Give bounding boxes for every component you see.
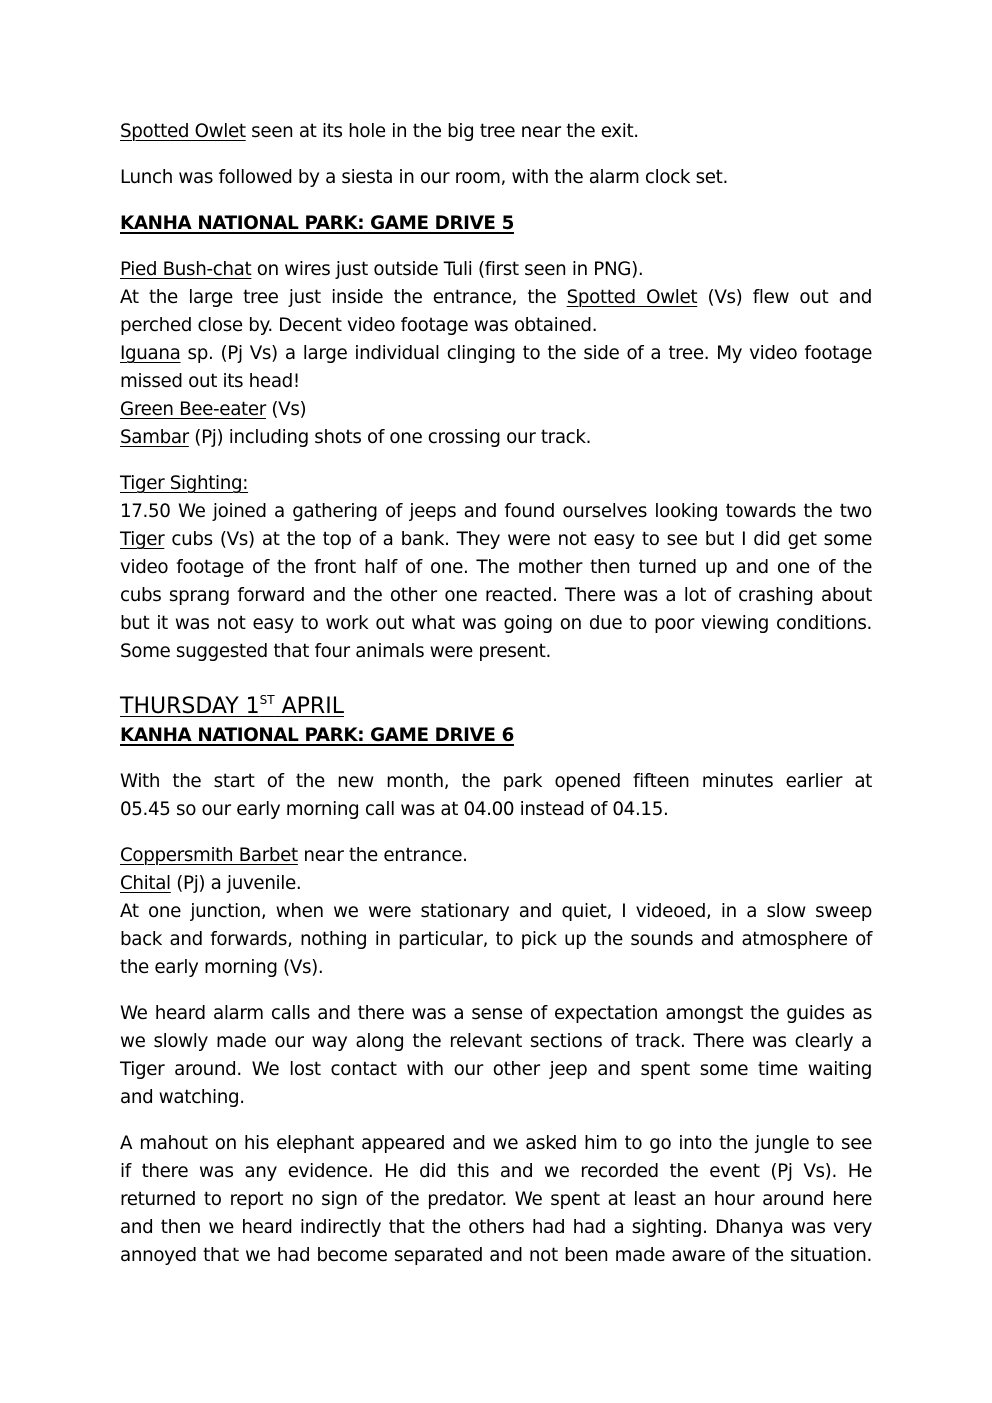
text-line [120,284,872,312]
tiger-sighting-paragraph [120,470,872,666]
text-run: sp. (Pj Vs) a large individual clinging to the side of a tree. My video footage [180,343,872,364]
text-line [120,340,872,368]
text-line: Tiger around. We lost contact with our other jeep and spent some time waiting [120,1059,872,1080]
text-line [120,870,872,898]
text-line: annoyed that we had become separated and not been made aware of the situation. [120,1245,872,1266]
text-line [120,526,872,554]
text-line: but it was not easy to work out what was going on due to poor viewing conditions. [120,613,872,634]
text-line: cubs sprang forward and the other one reacted. There was a lot of crashing about [120,585,872,606]
text-line: At one junction, when we were stationary and quiet, I videoed, in a slow sweep [120,901,872,922]
text-run: on wires just outside Tuli (first seen in PNG). [251,259,644,280]
section-heading-game-drive-5: KANHA NATIONAL PARK: GAME DRIVE 5 [120,213,514,234]
text-line: 05.45 so our early morning call was at 04.00 instead of 04.15. [120,799,669,820]
text-line: With the start of the new month, the park opened fifteen minutes earlier at [120,771,872,792]
text-line [120,118,872,146]
text-run: cubs (Vs) at the top of a bank. They were not easy to see but I did get some [164,529,872,550]
text-line [120,470,872,498]
text-line [120,256,872,284]
drive6-intro-paragraph [120,768,872,824]
day-heading-text [120,694,344,719]
ordinal-suffix: ST [259,693,275,707]
text-run: (Pj) a juvenile. [170,873,302,894]
day-heading [120,692,872,722]
text-line: perched close by. Decent video footage was obtained. [120,315,598,336]
species-name: Chital [120,873,171,894]
drive5-sightings-paragraph [120,256,872,452]
text-run: near the entrance. [297,845,468,866]
text-run: THURSDAY 1 [120,694,260,719]
text-line: if there was any evidence. He did this and we recorded the event (Pj Vs). He [120,1161,872,1182]
alarm-calls-paragraph [120,1000,872,1112]
species-name: Sambar [120,427,189,448]
text-line [120,842,872,870]
text-line: returned to report no sign of the predator. We spent at least an hour around here [120,1189,872,1210]
species-name: Spotted Owlet [566,287,698,308]
text-line: missed out its head! [120,371,300,392]
text-line: the early morning (Vs). [120,957,324,978]
text-line [120,424,872,452]
text-run: (Vs) [265,399,307,420]
text-line: Some suggested that four animals were present. [120,641,551,662]
text-run: APRIL [274,694,344,719]
drive6-sightings-paragraph [120,842,872,982]
text-line: A mahout on his elephant appeared and we asked him to go into the jungle to see [120,1133,872,1154]
species-name: Green Bee-eater [120,399,266,420]
text-line: 17.50 We joined a gathering of jeeps and found ourselves looking towards the two [120,501,872,522]
text-run: seen at its hole in the big tree near the exit. [245,121,639,142]
species-name: Pied Bush-chat [120,259,252,280]
text-run: At the large tree just inside the entrance, the [120,287,567,308]
text-line: and watching. [120,1087,245,1108]
text-line: Lunch was followed by a siesta in our room, with the alarm clock set. [120,167,728,188]
text-line: we slowly made our way along the relevant sections of track. There was clearly a [120,1031,872,1052]
tiger-sighting-label: Tiger Sighting: [120,473,249,494]
text-line [120,396,872,424]
document-page [120,118,872,1288]
species-name: Tiger [120,529,165,550]
section-heading-game-drive-6: KANHA NATIONAL PARK: GAME DRIVE 6 [120,725,514,746]
text-run: (Vs) flew out and [697,287,872,308]
species-name: Iguana [120,343,181,364]
species-name: Spotted Owlet [120,121,246,142]
species-name: Coppersmith Barbet [120,845,298,866]
text-line: and then we heard indirectly that the others had had a sighting. Dhanya was very [120,1217,872,1238]
lunch-paragraph [120,164,872,192]
text-line: We heard alarm calls and there was a sense of expectation amongst the guides as [120,1003,872,1024]
text-line: video footage of the front half of one. The mother then turned up and one of the [120,557,872,578]
owlet-exit-paragraph [120,118,872,146]
text-line: back and forwards, nothing in particular, to pick up the sounds and atmosphere of [120,929,872,950]
mahout-paragraph [120,1130,872,1270]
text-run: (Pj) including shots of one crossing our track. [188,427,592,448]
